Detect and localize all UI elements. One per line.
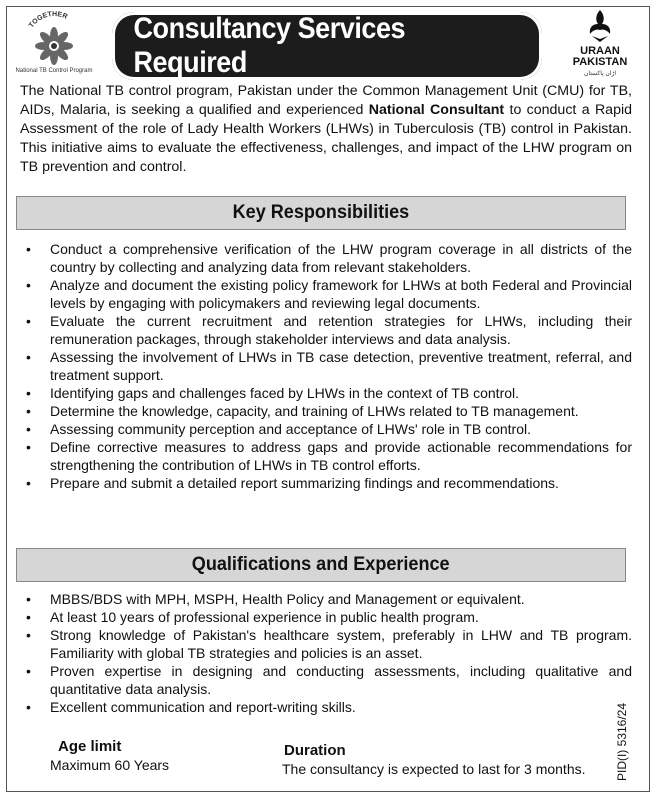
list-item: • Strong knowledge of Pakistan's healthcare system, preferably in LHW and TB program. Familiarity with global TB strategies and policies is an asset. [26,627,632,661]
list-item: • Define corrective measures to address gaps and provide actionable recommendations for strengthening the contribution of LHWs in TB control efforts. [26,439,632,473]
uraan-logo-text: URAAN PAKISTAN [572,45,628,68]
list-item: • Proven expertise in designing and conducting assessments, including qualitative and quantitative data analysis. [26,663,632,697]
age-limit-value: Maximum 60 Years [50,757,170,773]
pid-number: PID(I) 5316/24 [615,702,629,782]
list-item: • Identifying gaps and challenges faced by LHWs in the context of TB control. [26,385,520,401]
responsibilities-list [20,240,632,492]
list-item: • Assessing community perception and acceptance of LHWs' role in TB control. [26,421,531,437]
list-item: • At least 10 years of professional experience in public health program. [26,609,479,625]
flower-icon [14,8,94,68]
intro-highlight: National Consultant [368,102,505,118]
list-item: • MBBS/BDS with MPH, MSPH, Health Policy and Management or equivalent. [26,591,525,607]
ntp-logo [14,8,94,80]
bird-icon [562,6,638,46]
list-item: • Excellent communication and report-writing skills. [26,699,356,715]
title-banner [112,12,542,80]
list-item: • Conduct a comprehensive verification of the LHW program coverage in all districts of the country by collecting and analyzing data from relevant stakeholders. [26,241,632,275]
list-item: • Determine the knowledge, capacity, and training of LHWs related to TB management. [26,403,579,419]
uraan-logo-urdu: اڑان پاکستان [583,71,617,77]
uraan-pakistan-logo [562,6,638,82]
duration-value: The consultancy is expected to last for 3 months. [282,761,586,777]
list-item: • Analyze and document the existing policy framework for LHWs at both Federal and Provincial levels by engaging with policymakers and reviewing legal documents. [26,277,632,311]
list-item: • Assessing the involvement of LHWs in TB case detection, preventive treatment, referral, and treatment support. [26,349,632,383]
qualifications-list [20,590,632,716]
qualifications-heading: Qualifications and Experience [16,548,626,582]
intro-paragraph: The National TB control program, Pakistan under the Common Management Unit (CMU) for TB, AIDs, Malaria, is seeking a qualified and experienced National Consultant to conduct a Rapid Assessment of the role of Lady Health Workers (LHWs) in Tuberculosis (TB) control in Pakistan. This initiative aims to evaluate the effectiveness, challenges, and impact of the LHW program on TB prevention and control. [20,83,633,175]
key-responsibilities-heading: Key Responsibilities [16,196,626,230]
list-item: • Prepare and submit a detailed report summarizing findings and recommendations. [26,475,559,491]
ntp-logo-caption: National TB Control Program [15,68,93,74]
duration-label: Duration [284,742,346,759]
age-limit-label: Age limit [58,738,122,755]
svg-text:TOGETHER: TOGETHER [27,10,69,30]
list-item: • Evaluate the current recruitment and retention strategies for LHWs, including their remuneration packages, through stakeholder interviews and data analysis. [26,313,632,347]
page-title: Consultancy Services Required [133,12,406,79]
